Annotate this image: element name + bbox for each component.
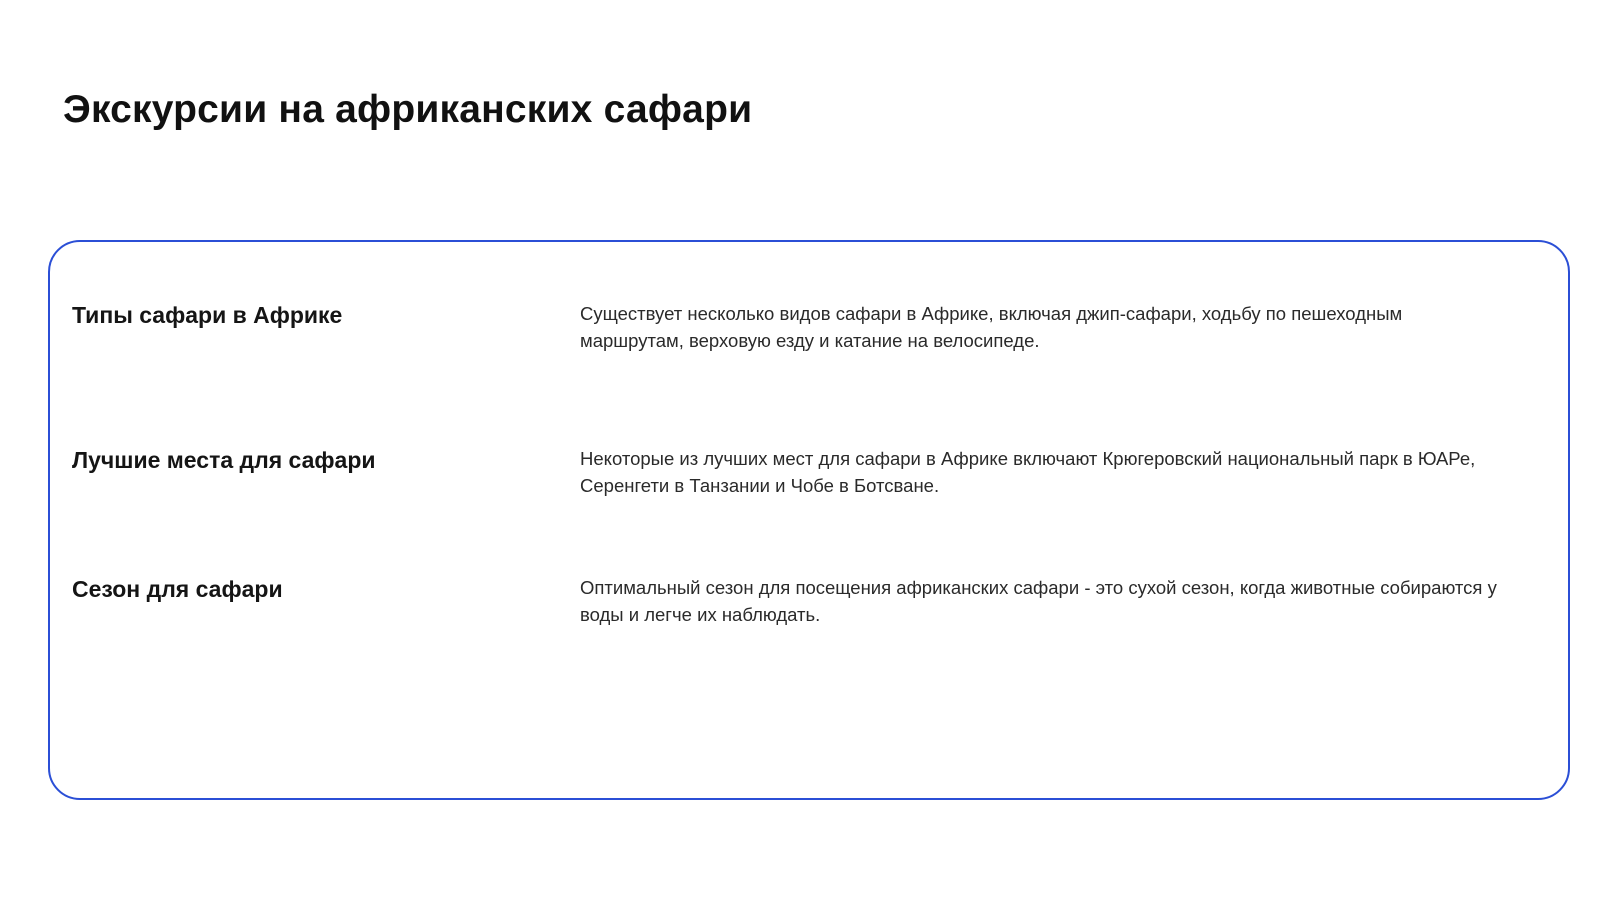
info-row-term: Типы сафари в Африке — [72, 302, 343, 328]
info-card — [48, 240, 1570, 800]
info-row-description: Некоторые из лучших мест для сафари в Африке включают Крюгеровский национальный парк в ЮАРе, Серенгети в Танзании и Чобе в Ботсване. — [580, 448, 1476, 496]
info-row-term: Сезон для сафари — [72, 576, 283, 602]
info-row-description: Существует несколько видов сафари в Африке, включая джип-сафари, ходьбу по пешеходным маршрутам, верховую езду и катание на велосипеде. — [580, 303, 1403, 351]
page-title: Экскурсии на африканских сафари — [63, 88, 753, 131]
info-row-term: Лучшие места для сафари — [72, 447, 376, 473]
info-row-description: Оптимальный сезон для посещения африканских сафари - это сухой сезон, когда животные собираются у воды и легче их наблюдать. — [580, 577, 1497, 625]
